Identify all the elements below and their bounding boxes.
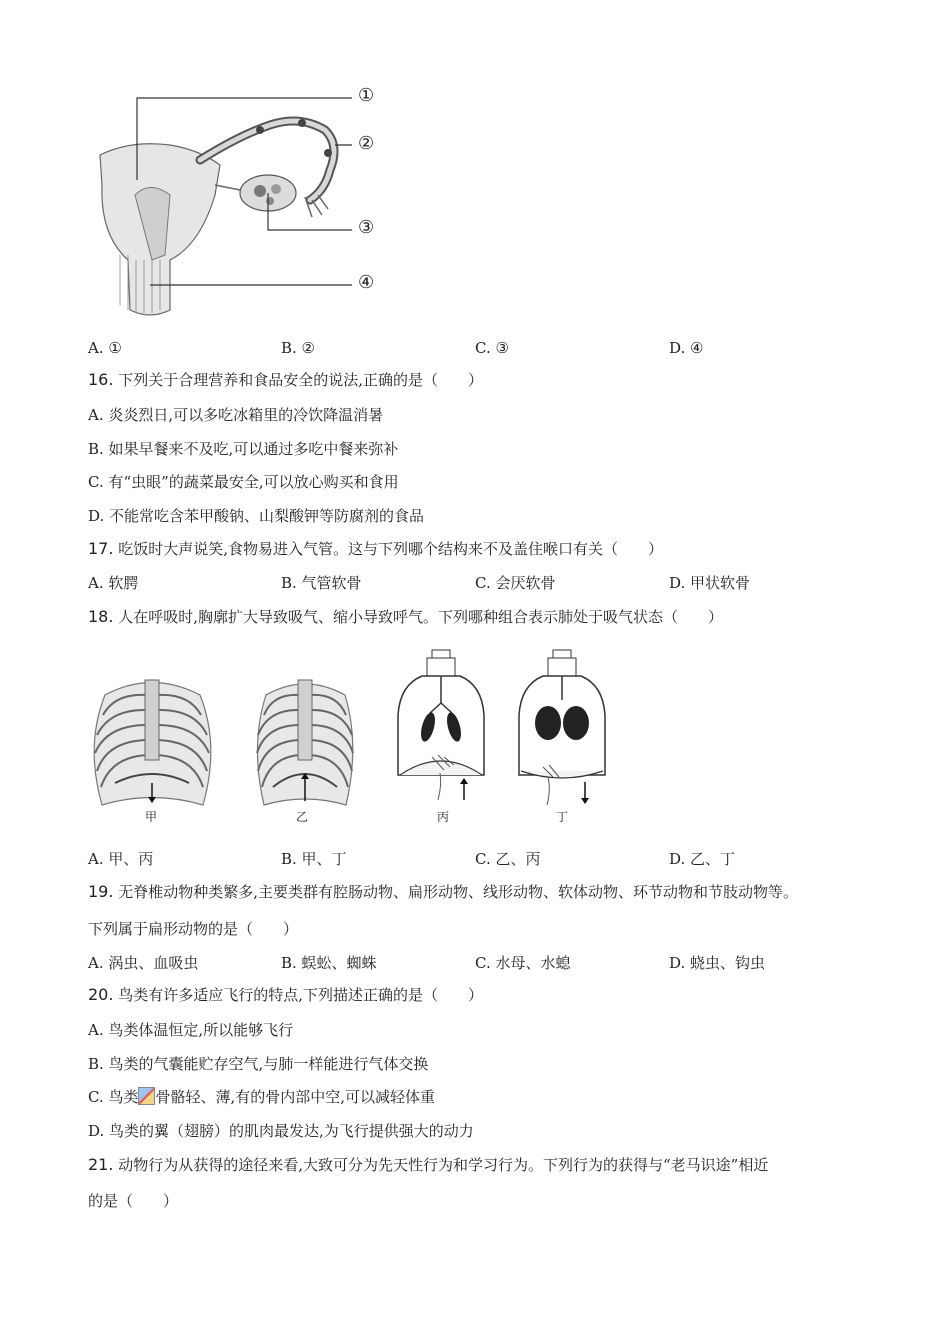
broken-image-icon: [138, 1087, 155, 1105]
breathing-figure: [85, 645, 625, 835]
fig-label-jia: 甲: [145, 810, 158, 824]
q16-number: 16.: [88, 370, 114, 389]
fig-label-bing: 丙: [437, 810, 450, 824]
q16-option-d[interactable]: D. 不能常吃含苯甲酸钠、山梨酸钾等防腐剂的食品: [88, 507, 425, 525]
label-3: ③: [358, 217, 375, 238]
q20-option-c[interactable]: [88, 1087, 435, 1107]
label-2: ②: [358, 133, 375, 154]
q19-option-a[interactable]: A. 涡虫、血吸虫: [88, 954, 199, 972]
q19-option-d[interactable]: D. 蛲虫、钩虫: [669, 954, 766, 972]
q16-option-b[interactable]: B. 如果早餐来不及吃,可以通过多吃中餐来弥补: [88, 440, 399, 458]
q19-stem: [88, 882, 798, 902]
fig-label-yi: 乙: [296, 810, 309, 824]
q20-option-d[interactable]: D. 鸟类的翼（翅膀）的肌肉最发达,为飞行提供强大的动力: [88, 1122, 474, 1140]
q21-stem: [88, 1155, 768, 1175]
q17-number: 17.: [88, 539, 114, 558]
ribcage-yi: [248, 665, 363, 820]
q20-stem: [88, 985, 483, 1005]
q17-stem: [88, 539, 663, 559]
q17-option-b[interactable]: B. 气管软骨: [281, 574, 362, 592]
q16-option-c[interactable]: C. 有“虫眼”的蔬菜最安全,可以放心购买和食用: [88, 473, 399, 491]
bell-jar-bing: [392, 645, 492, 810]
q15-option-c[interactable]: C. ③: [475, 339, 509, 357]
q19-text-1: 无脊椎动物种类繁多,主要类群有腔肠动物、扁形动物、线形动物、软体动物、环节动物和节肢动物等。: [118, 883, 799, 901]
q20-option-a[interactable]: A. 鸟类体温恒定,所以能够飞行: [88, 1021, 294, 1039]
q20-text: 鸟类有许多适应飞行的特点,下列描述正确的是（ ）: [118, 986, 484, 1004]
q20-option-c-rest: 骨骼轻、薄,有的骨内部中空,可以减轻体重: [155, 1088, 436, 1106]
q16-stem: [88, 370, 483, 390]
q19-option-c[interactable]: C. 水母、水螅: [475, 954, 571, 972]
q20-number: 20.: [88, 985, 114, 1004]
q15-option-b[interactable]: B. ②: [281, 339, 316, 357]
q20-option-b[interactable]: B. 鸟类的气囊能贮存空气,与肺一样能进行气体交换: [88, 1055, 429, 1073]
q17-option-d[interactable]: D. 甲状软骨: [669, 574, 751, 592]
q18-number: 18.: [88, 607, 114, 626]
uterus-diagram: [90, 85, 390, 325]
q19-stem-line2: 下列属于扁形动物的是（ ）: [88, 920, 299, 938]
q20-option-c-start: C. 鸟类: [88, 1088, 139, 1106]
bell-jar-ding: [513, 645, 613, 810]
q16-option-a[interactable]: A. 炎炎烈日,可以多吃冰箱里的冷饮降温消暑: [88, 406, 384, 424]
label-1: ①: [358, 85, 375, 106]
q18-option-a[interactable]: A. 甲、丙: [88, 850, 154, 868]
fig-label-ding: 丁: [556, 810, 569, 824]
q15-option-d[interactable]: D. ④: [669, 339, 704, 357]
q16-text: 下列关于合理营养和食品安全的说法,正确的是（ ）: [118, 371, 484, 389]
q18-option-d[interactable]: D. 乙、丁: [669, 850, 736, 868]
q18-option-c[interactable]: C. 乙、丙: [475, 850, 541, 868]
q18-text: 人在呼吸时,胸廓扩大导致吸气、缩小导致呼气。下列哪种组合表示肺处于吸气状态（ ）: [118, 608, 724, 626]
q17-option-a[interactable]: A. 软腭: [88, 574, 139, 592]
q21-text-1: 动物行为从获得的途径来看,大致可分为先天性行为和学习行为。下列行为的获得与“老马识途”相近: [118, 1156, 769, 1174]
q21-number: 21.: [88, 1155, 114, 1174]
q15-option-a[interactable]: A. ①: [88, 339, 122, 357]
q18-stem: [88, 607, 723, 627]
reproductive-system-figure: [90, 85, 390, 325]
label-4: ④: [358, 272, 375, 293]
ribcage-jia: [85, 665, 220, 820]
q21-stem-line2: 的是（ ）: [88, 1192, 179, 1210]
q17-option-c[interactable]: C. 会厌软骨: [475, 574, 556, 592]
q19-number: 19.: [88, 882, 114, 901]
q18-option-b[interactable]: B. 甲、丁: [281, 850, 347, 868]
q17-text: 吃饭时大声说笑,食物易进入气管。这与下列哪个结构来不及盖住喉口有关（ ）: [118, 540, 664, 558]
q19-option-b[interactable]: B. 蜈蚣、蜘蛛: [281, 954, 377, 972]
